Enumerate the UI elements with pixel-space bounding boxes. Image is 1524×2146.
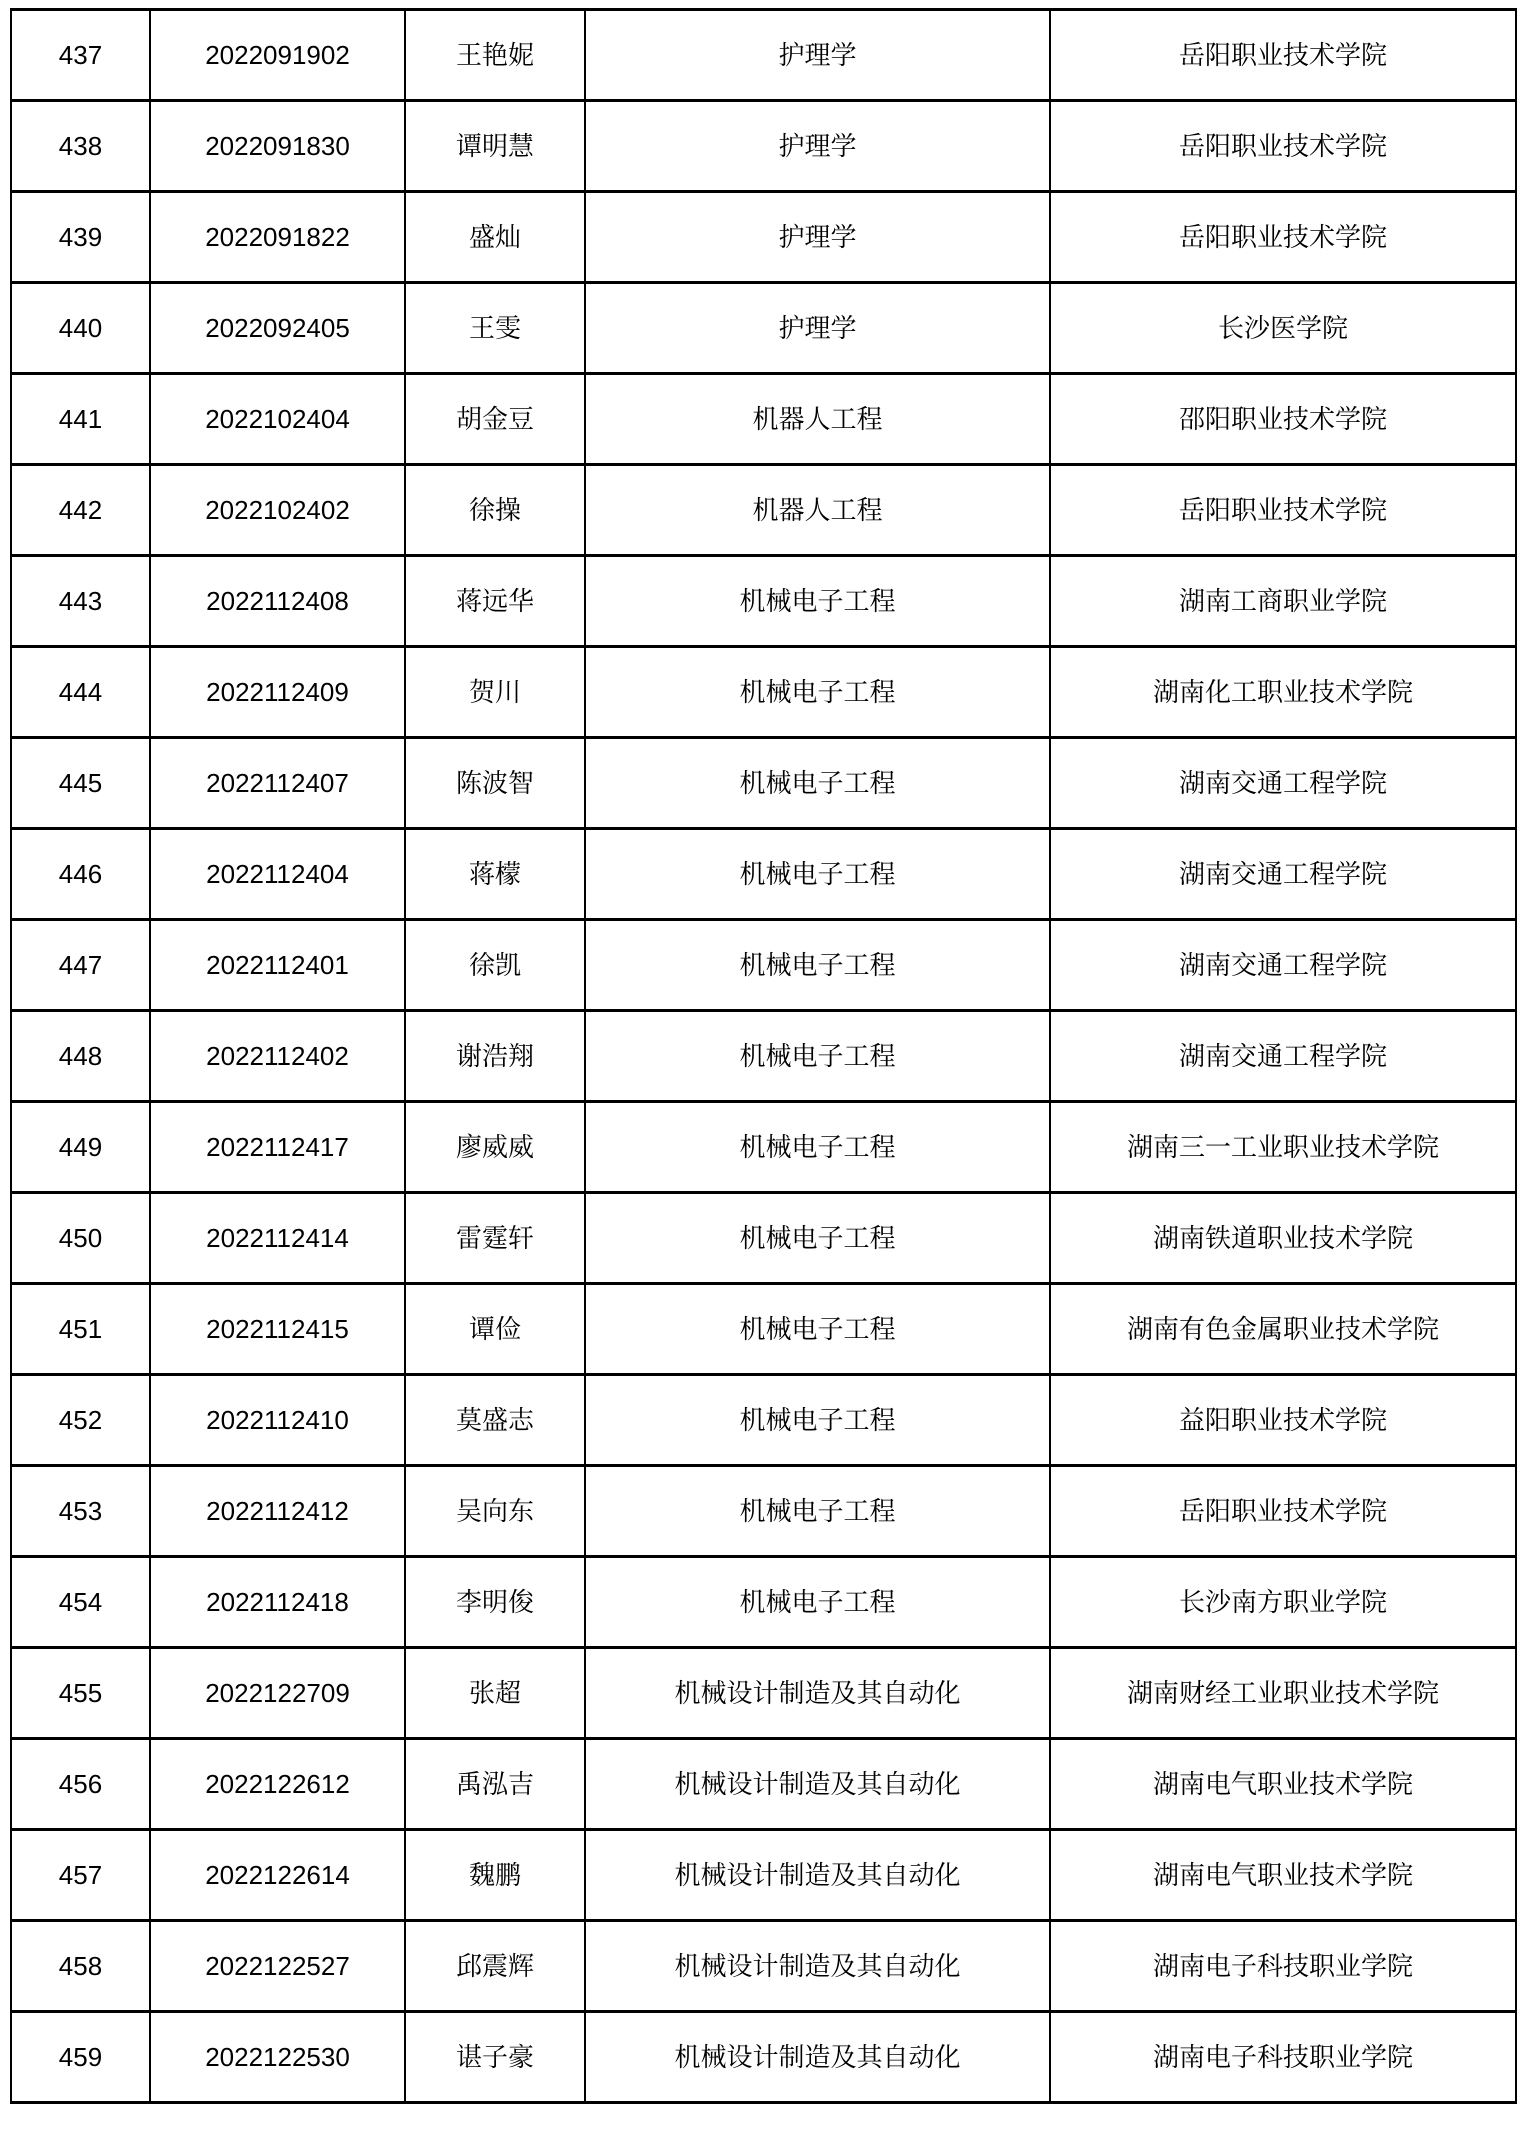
cell-school: 湖南铁道职业技术学院	[1050, 1193, 1516, 1284]
cell-school: 湖南财经工业职业技术学院	[1050, 1648, 1516, 1739]
cell-student-id: 2022112402	[150, 1011, 405, 1102]
cell-student-id: 2022091822	[150, 192, 405, 283]
cell-major: 机械电子工程	[585, 1284, 1050, 1375]
cell-index: 457	[11, 1830, 150, 1921]
cell-index: 450	[11, 1193, 150, 1284]
cell-student-id: 2022102404	[150, 374, 405, 465]
cell-major: 机械设计制造及其自动化	[585, 2012, 1050, 2103]
cell-index: 447	[11, 920, 150, 1011]
cell-major: 机械电子工程	[585, 556, 1050, 647]
cell-name: 张超	[405, 1648, 585, 1739]
table-row	[11, 738, 1516, 829]
cell-major: 机械电子工程	[585, 738, 1050, 829]
cell-school: 长沙医学院	[1050, 283, 1516, 374]
cell-name: 盛灿	[405, 192, 585, 283]
cell-student-id: 2022122709	[150, 1648, 405, 1739]
cell-major: 机械电子工程	[585, 1466, 1050, 1557]
cell-name: 王艳妮	[405, 10, 585, 101]
cell-student-id: 2022112418	[150, 1557, 405, 1648]
cell-index: 451	[11, 1284, 150, 1375]
cell-name: 吴向东	[405, 1466, 585, 1557]
cell-school: 湖南工商职业学院	[1050, 556, 1516, 647]
cell-index: 456	[11, 1739, 150, 1830]
table-row	[11, 192, 1516, 283]
table-row	[11, 1648, 1516, 1739]
cell-index: 437	[11, 10, 150, 101]
cell-index: 441	[11, 374, 150, 465]
cell-index: 455	[11, 1648, 150, 1739]
cell-index: 442	[11, 465, 150, 556]
table-row	[11, 1375, 1516, 1466]
cell-school: 湖南电气职业技术学院	[1050, 1830, 1516, 1921]
cell-major: 护理学	[585, 101, 1050, 192]
cell-school: 邵阳职业技术学院	[1050, 374, 1516, 465]
cell-school: 湖南交通工程学院	[1050, 1011, 1516, 1102]
cell-school: 湖南交通工程学院	[1050, 920, 1516, 1011]
cell-school: 湖南电子科技职业学院	[1050, 2012, 1516, 2103]
cell-index: 438	[11, 101, 150, 192]
cell-student-id: 2022112401	[150, 920, 405, 1011]
cell-school: 湖南有色金属职业技术学院	[1050, 1284, 1516, 1375]
cell-school: 岳阳职业技术学院	[1050, 1466, 1516, 1557]
cell-student-id: 2022112404	[150, 829, 405, 920]
table-row	[11, 1011, 1516, 1102]
table-row	[11, 556, 1516, 647]
table-row	[11, 2012, 1516, 2103]
cell-student-id: 2022112407	[150, 738, 405, 829]
table-row	[11, 465, 1516, 556]
table-row	[11, 1921, 1516, 2012]
table-row	[11, 283, 1516, 374]
cell-student-id: 2022091902	[150, 10, 405, 101]
cell-name: 雷霆轩	[405, 1193, 585, 1284]
cell-major: 机械电子工程	[585, 1193, 1050, 1284]
cell-index: 439	[11, 192, 150, 283]
cell-school: 岳阳职业技术学院	[1050, 192, 1516, 283]
cell-name: 莫盛志	[405, 1375, 585, 1466]
cell-school: 湖南化工职业技术学院	[1050, 647, 1516, 738]
cell-major: 护理学	[585, 283, 1050, 374]
cell-major: 护理学	[585, 192, 1050, 283]
cell-index: 454	[11, 1557, 150, 1648]
cell-index: 452	[11, 1375, 150, 1466]
cell-student-id: 2022112415	[150, 1284, 405, 1375]
cell-name: 谢浩翔	[405, 1011, 585, 1102]
cell-major: 机械设计制造及其自动化	[585, 1739, 1050, 1830]
table-row	[11, 1557, 1516, 1648]
cell-student-id: 2022112409	[150, 647, 405, 738]
cell-school: 益阳职业技术学院	[1050, 1375, 1516, 1466]
cell-major: 机械设计制造及其自动化	[585, 1830, 1050, 1921]
cell-student-id: 2022122527	[150, 1921, 405, 2012]
cell-student-id: 2022112412	[150, 1466, 405, 1557]
cell-student-id: 2022122614	[150, 1830, 405, 1921]
cell-index: 444	[11, 647, 150, 738]
table-row	[11, 1739, 1516, 1830]
cell-name: 贺川	[405, 647, 585, 738]
cell-major: 护理学	[585, 10, 1050, 101]
table-row	[11, 1830, 1516, 1921]
cell-index: 443	[11, 556, 150, 647]
cell-name: 李明俊	[405, 1557, 585, 1648]
cell-name: 邱震辉	[405, 1921, 585, 2012]
cell-index: 453	[11, 1466, 150, 1557]
cell-school: 长沙南方职业学院	[1050, 1557, 1516, 1648]
cell-name: 谭明慧	[405, 101, 585, 192]
cell-major: 机器人工程	[585, 465, 1050, 556]
table-row	[11, 920, 1516, 1011]
cell-index: 449	[11, 1102, 150, 1193]
cell-school: 岳阳职业技术学院	[1050, 465, 1516, 556]
cell-school: 湖南三一工业职业技术学院	[1050, 1102, 1516, 1193]
table-row	[11, 101, 1516, 192]
cell-name: 蒋檬	[405, 829, 585, 920]
cell-index: 458	[11, 1921, 150, 2012]
cell-school: 湖南电子科技职业学院	[1050, 1921, 1516, 2012]
cell-major: 机械电子工程	[585, 829, 1050, 920]
cell-student-id: 2022122530	[150, 2012, 405, 2103]
table-row	[11, 1466, 1516, 1557]
cell-name: 魏鹏	[405, 1830, 585, 1921]
cell-major: 机械电子工程	[585, 1011, 1050, 1102]
cell-index: 445	[11, 738, 150, 829]
table-row	[11, 647, 1516, 738]
student-roster-table	[10, 8, 1517, 2104]
cell-name: 谌子豪	[405, 2012, 585, 2103]
cell-school: 湖南交通工程学院	[1050, 738, 1516, 829]
cell-index: 459	[11, 2012, 150, 2103]
table-row	[11, 10, 1516, 101]
cell-name: 胡金豆	[405, 374, 585, 465]
cell-major: 机器人工程	[585, 374, 1050, 465]
cell-name: 谭俭	[405, 1284, 585, 1375]
cell-major: 机械设计制造及其自动化	[585, 1921, 1050, 2012]
cell-student-id: 2022112414	[150, 1193, 405, 1284]
cell-name: 廖威威	[405, 1102, 585, 1193]
table-row	[11, 1193, 1516, 1284]
cell-major: 机械电子工程	[585, 920, 1050, 1011]
cell-name: 王雯	[405, 283, 585, 374]
cell-student-id: 2022092405	[150, 283, 405, 374]
cell-student-id: 2022112410	[150, 1375, 405, 1466]
cell-name: 徐凯	[405, 920, 585, 1011]
cell-name: 蒋远华	[405, 556, 585, 647]
cell-major: 机械电子工程	[585, 1102, 1050, 1193]
cell-student-id: 2022091830	[150, 101, 405, 192]
roster-table-body	[11, 10, 1516, 2103]
cell-student-id: 2022102402	[150, 465, 405, 556]
cell-name: 徐操	[405, 465, 585, 556]
cell-student-id: 2022112408	[150, 556, 405, 647]
cell-major: 机械电子工程	[585, 1375, 1050, 1466]
cell-school: 湖南交通工程学院	[1050, 829, 1516, 920]
cell-index: 446	[11, 829, 150, 920]
cell-major: 机械设计制造及其自动化	[585, 1648, 1050, 1739]
table-row	[11, 829, 1516, 920]
cell-major: 机械电子工程	[585, 1557, 1050, 1648]
cell-index: 448	[11, 1011, 150, 1102]
table-row	[11, 1102, 1516, 1193]
cell-school: 岳阳职业技术学院	[1050, 10, 1516, 101]
cell-name: 禹泓吉	[405, 1739, 585, 1830]
cell-student-id: 2022112417	[150, 1102, 405, 1193]
cell-index: 440	[11, 283, 150, 374]
cell-name: 陈波智	[405, 738, 585, 829]
cell-school: 岳阳职业技术学院	[1050, 101, 1516, 192]
cell-major: 机械电子工程	[585, 647, 1050, 738]
cell-school: 湖南电气职业技术学院	[1050, 1739, 1516, 1830]
cell-student-id: 2022122612	[150, 1739, 405, 1830]
table-row	[11, 1284, 1516, 1375]
table-row	[11, 374, 1516, 465]
